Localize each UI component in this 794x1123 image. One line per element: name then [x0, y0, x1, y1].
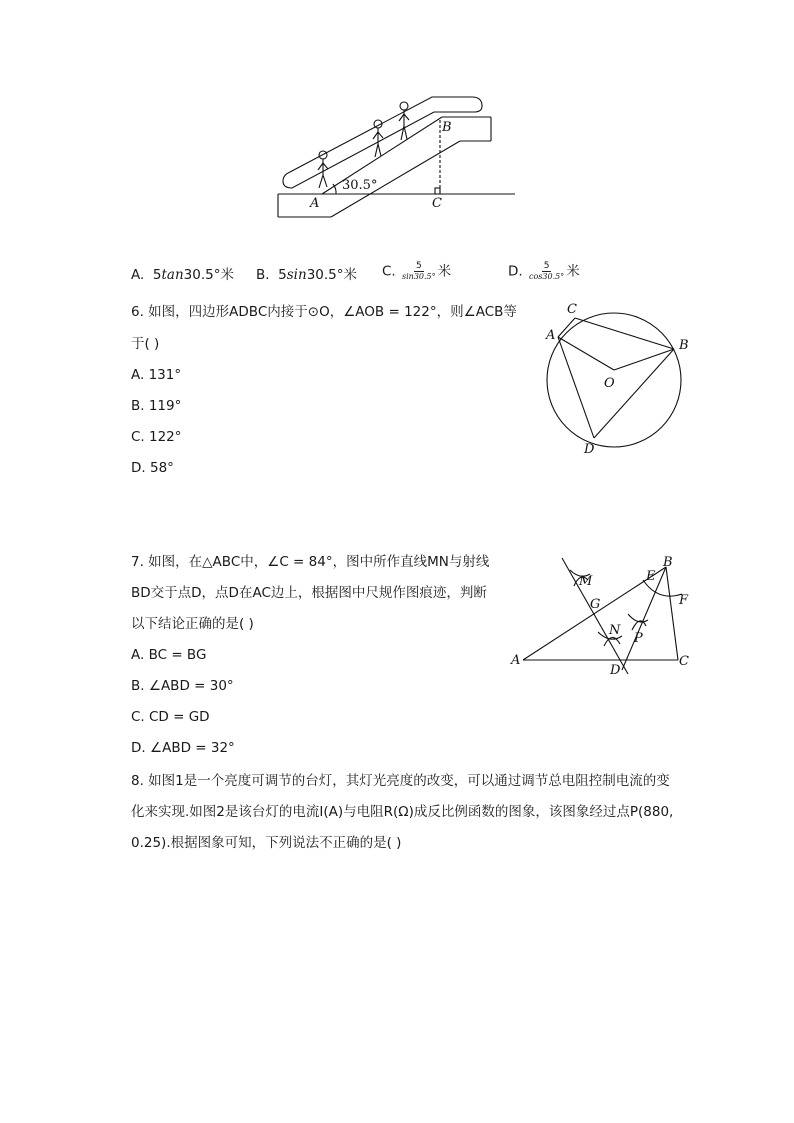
circle-figure [540, 298, 700, 460]
q7-option-a[interactable]: A. BC = BG [131, 647, 207, 663]
label-a: A [546, 328, 556, 343]
label-c: C [567, 302, 577, 317]
q5-option-b[interactable] [256, 266, 357, 284]
q7-stem-line1: 7. 如图，在△ABC中，∠C = 84°，图中所作直线MN与射线 [131, 554, 490, 570]
fraction-numerator: 5 [415, 261, 422, 271]
label-g: G [590, 597, 601, 612]
q6-stem-line2: 于( ) [131, 336, 160, 352]
label-n: N [609, 623, 621, 638]
escalator-figure [270, 95, 530, 225]
label-d: D [610, 663, 621, 678]
label-m: M [579, 574, 593, 589]
label-a: A [511, 653, 521, 668]
q6-option-d[interactable]: D. 58° [131, 460, 174, 476]
option-value: 30.5°米 [183, 267, 234, 283]
label-b: B [679, 338, 689, 353]
option-letter: D. [508, 263, 523, 280]
label-d: D [584, 442, 595, 457]
option-coef: 5 [152, 267, 162, 283]
label-e: E [646, 569, 656, 584]
label-f: F [679, 593, 689, 608]
q6-option-c[interactable]: C. 122° [131, 429, 182, 445]
q7-stem-line2: BD交于点D，点D在AC边上，根据图中尺规作图痕迹，判断 [131, 585, 487, 601]
q5-option-d[interactable] [508, 262, 580, 281]
option-unit: 米 [566, 263, 580, 280]
fraction-numerator: 5 [543, 261, 550, 271]
option-coef: 5 [278, 267, 287, 283]
label-angle: 30.5° [342, 178, 378, 193]
q6-stem-line1: 6. 如图，四边形ADBC内接于⊙O，∠AOB = 122°，则∠ACB等 [131, 304, 517, 320]
fraction-denominator: sin30.5° [402, 272, 436, 281]
label-a: A [310, 196, 320, 211]
q5-option-c[interactable] [382, 262, 451, 281]
q6-option-b[interactable]: B. 119° [131, 398, 182, 414]
q8-stem-line2: 化来实现.如图2是该台灯的电流I(A)与电阻R(Ω)成反比例函数的图象，该图象经过点P(880, [131, 804, 674, 820]
option-func: tan [161, 267, 184, 283]
fraction [402, 262, 436, 281]
option-func: sin [286, 267, 307, 283]
option-value: 30.5°米 [306, 267, 358, 283]
q7-stem-line3: 以下结论正确的是( ) [131, 616, 254, 632]
label-c: C [432, 196, 442, 211]
option-letter: B. [256, 267, 270, 283]
q6-option-a[interactable]: A. 131° [131, 367, 182, 383]
q7-option-d[interactable]: D. ∠ABD = 32° [131, 740, 235, 756]
label-c: C [679, 654, 689, 669]
option-letter: C. [382, 263, 396, 280]
q7-option-b[interactable]: B. ∠ABD = 30° [131, 678, 234, 694]
fraction [529, 262, 564, 281]
label-b: B [663, 555, 673, 570]
option-unit: 米 [437, 263, 452, 280]
q8-stem-line1: 8. 如图1是一个亮度可调节的台灯，其灯光亮度的改变，可以通过调节总电阻控制电流的变 [131, 773, 670, 789]
q8-stem-line3: 0.25).根据图象可知，下列说法不正确的是( ) [131, 835, 402, 851]
q7-option-c[interactable]: C. CD = GD [131, 709, 210, 725]
triangle-construction-figure [500, 550, 700, 680]
fraction-denominator: cos30.5° [528, 272, 565, 281]
label-o: O [604, 376, 615, 391]
label-p: P [634, 631, 643, 646]
label-b: B [442, 120, 452, 135]
option-letter: A. [131, 267, 145, 283]
q5-option-a[interactable] [131, 266, 234, 284]
